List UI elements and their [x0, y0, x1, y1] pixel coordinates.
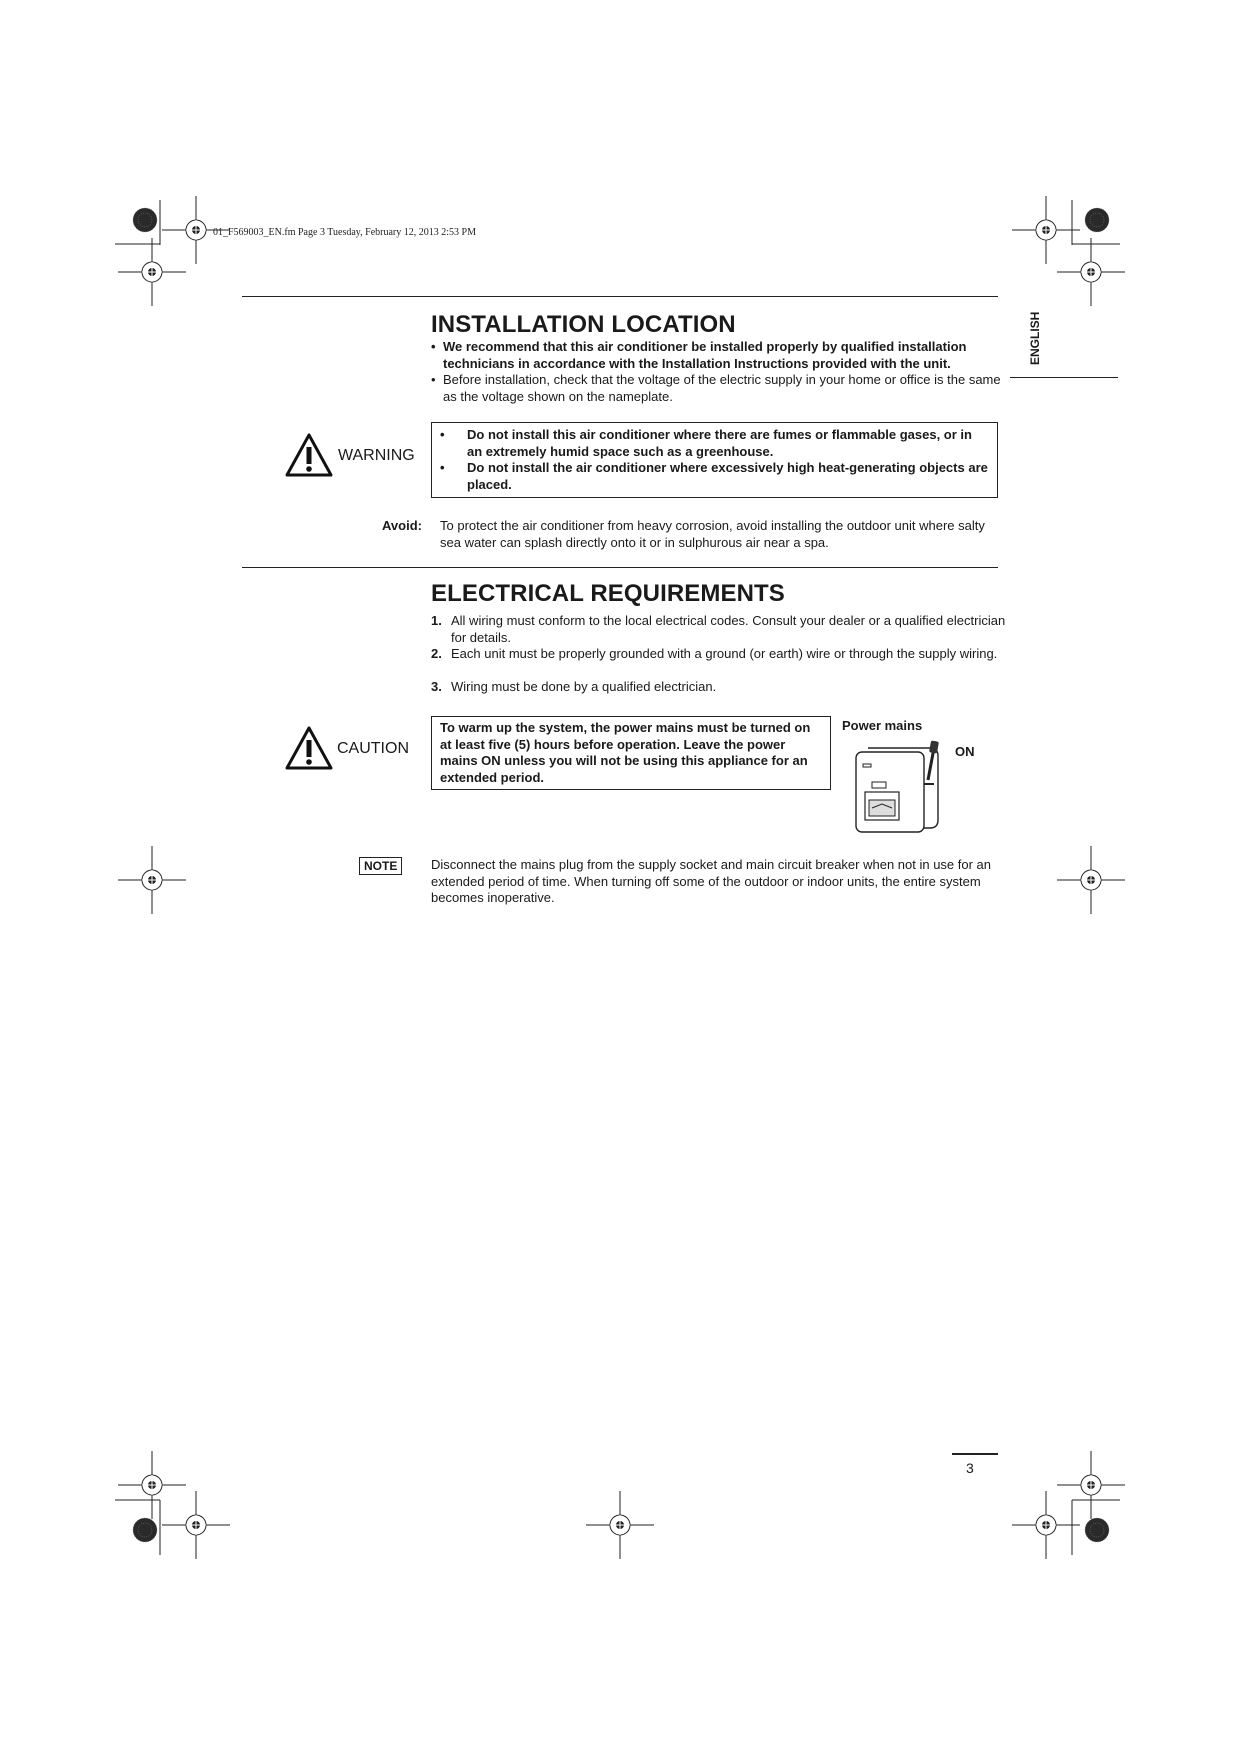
registration-mark-icon — [133, 1518, 157, 1542]
warning-item-2: • Do not install the air conditioner where excessively high heat-generating objects are placed. — [440, 460, 988, 492]
registration-mark-icon — [133, 208, 157, 232]
power-mains-switch-icon — [848, 740, 948, 836]
registration-mark-icon — [1012, 1491, 1080, 1559]
registration-mark-icon — [162, 1491, 230, 1559]
installation-bullet-1: • We recommend that this air conditioner be installed properly by qualified installation technicians in accordance with the Installation Instructions provided with the unit. — [431, 339, 967, 371]
caution-label: CAUTION — [337, 740, 409, 757]
registration-mark-icon — [1057, 846, 1125, 914]
note-label: NOTE — [359, 857, 402, 875]
avoid-text: To protect the air conditioner from heavy corrosion, avoid installing the outdoor unit where salty sea water can splash directly onto it or in sulphurous air near a spa. — [440, 518, 985, 550]
avoid-label: Avoid: — [382, 518, 422, 533]
registration-mark-icon — [1057, 238, 1125, 306]
caution-text: To warm up the system, the power mains must be turned on at least five (5) hours before operation. Leave the power mains ON unless you will not be using this appliance for an extended period. — [440, 720, 811, 785]
note-text: Disconnect the mains plug from the supply socket and main circuit breaker when not in use for an extended period of time. When turning off some of the outdoor or indoor units, the entire system becomes inoperative. — [431, 857, 992, 905]
on-label: ON — [955, 744, 975, 759]
registration-mark-icon — [1057, 1451, 1125, 1519]
page-number: 3 — [966, 1460, 974, 1476]
electrical-title: ELECTRICAL REQUIREMENTS — [431, 580, 785, 607]
warning-item-1: • Do not install this air conditioner where there are fumes or flammable gases, or in an extremely humid space such as a greenhouse. — [440, 427, 972, 459]
registration-mark-icon — [1012, 196, 1080, 264]
page-number-rule — [952, 1453, 998, 1455]
caution-box — [431, 716, 831, 790]
registration-mark-icon — [1085, 1518, 1109, 1542]
installation-bullet-2: • Before installation, check that the voltage of the electric supply in your home or office is the same as the voltage shown on the nameplate. — [431, 372, 1001, 404]
registration-mark-icon — [586, 1491, 654, 1559]
header-rule — [242, 296, 998, 297]
language-tab: ENGLISH — [1028, 311, 1042, 365]
language-tab-rule — [1010, 377, 1118, 378]
warning-label: WARNING — [338, 447, 415, 464]
warning-box — [431, 422, 998, 498]
electrical-item-2: 2. Each unit must be properly grounded with a ground (or earth) wire or through the supply wiring. — [431, 646, 998, 661]
caution-triangle-icon — [284, 725, 334, 771]
file-slug: 01_F569003_EN.fm Page 3 Tuesday, February 12, 2013 2:53 PM — [213, 227, 476, 238]
electrical-item-3: 3. Wiring must be done by a qualified electrician. — [431, 679, 717, 694]
power-mains-label: Power mains — [842, 718, 923, 733]
warning-triangle-icon — [284, 432, 334, 478]
registration-mark-icon — [118, 1451, 186, 1519]
installation-title: INSTALLATION LOCATION — [431, 311, 736, 338]
section-divider — [242, 567, 998, 568]
registration-mark-icon — [1085, 208, 1109, 232]
electrical-item-1: 1. All wiring must conform to the local electrical codes. Consult your dealer or a qualified electrician for details. — [431, 613, 1006, 645]
registration-mark-icon — [118, 238, 186, 306]
registration-mark-icon — [118, 846, 186, 914]
